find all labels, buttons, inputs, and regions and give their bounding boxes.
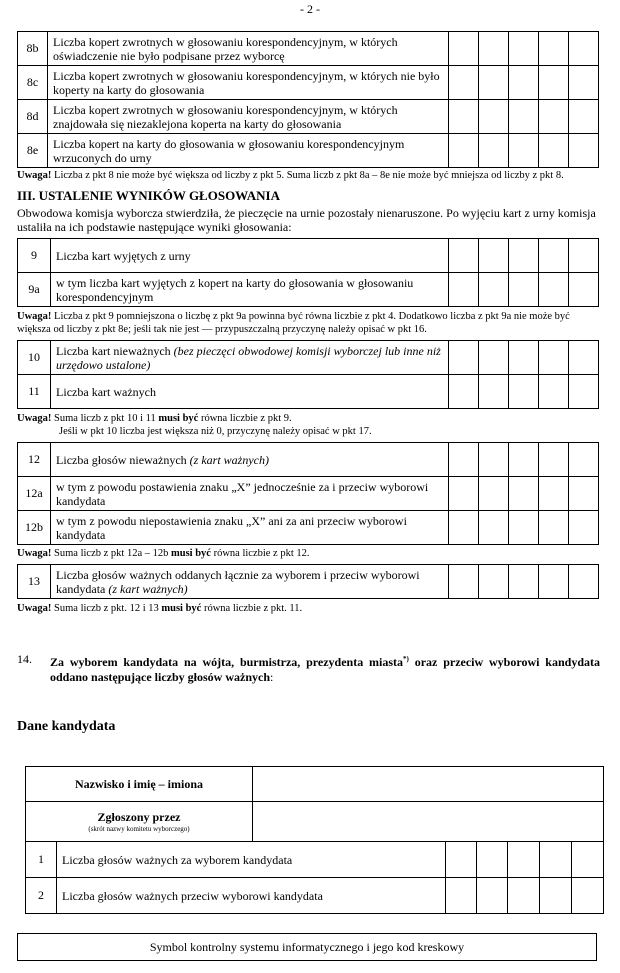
digit-box[interactable] bbox=[478, 273, 508, 307]
digit-box[interactable] bbox=[538, 511, 568, 545]
digit-box[interactable] bbox=[568, 375, 598, 409]
digit-box[interactable] bbox=[478, 134, 508, 168]
digit-box[interactable] bbox=[448, 443, 478, 477]
row-number: 8d bbox=[18, 100, 48, 134]
row-votes-against bbox=[26, 878, 604, 914]
digit-box[interactable] bbox=[540, 878, 572, 914]
row-label: Liczba kopert zwrotnych w głosowaniu korespondencyjnym, w których oświadczenie nie było podpisane przez wyborcę bbox=[48, 32, 449, 66]
item-text: Za wyborem kandydata na wójta, burmistrza, prezydenta miasta bbox=[50, 655, 404, 669]
digit-box[interactable] bbox=[508, 100, 538, 134]
digit-box[interactable] bbox=[568, 477, 598, 511]
row-number: 13 bbox=[18, 565, 51, 599]
digit-box[interactable] bbox=[568, 341, 598, 375]
note-prefix: Uwaga! bbox=[17, 548, 52, 559]
row-9 bbox=[18, 239, 599, 273]
submitted-label: Zgłoszony przez bbox=[97, 810, 181, 824]
digit-box[interactable] bbox=[538, 32, 568, 66]
digit-box[interactable] bbox=[477, 878, 508, 914]
row-label: Liczba kopert zwrotnych w głosowaniu korespondencyjnym, w których znajdowała się niezaklejona koperta na karty do głosowania bbox=[48, 100, 449, 134]
digit-box[interactable] bbox=[478, 565, 508, 599]
note-1 bbox=[17, 169, 607, 182]
note-text: Suma liczb z pkt. 12 i 13 bbox=[51, 603, 162, 614]
digit-box[interactable] bbox=[508, 477, 538, 511]
row-number: 9 bbox=[18, 239, 51, 273]
row-number: 1 bbox=[26, 842, 57, 878]
digit-box[interactable] bbox=[508, 375, 538, 409]
note-text: równa liczbie z pkt. 11. bbox=[201, 603, 303, 614]
digit-box[interactable] bbox=[448, 477, 478, 511]
digit-box[interactable] bbox=[538, 66, 568, 100]
row-8c bbox=[18, 66, 599, 100]
note-prefix: Uwaga! bbox=[17, 311, 52, 322]
digit-box[interactable] bbox=[478, 375, 508, 409]
note-emphasis: musi być bbox=[170, 548, 211, 559]
name-label: Nazwisko i imię – imiona bbox=[26, 767, 253, 802]
row-number: 8e bbox=[18, 134, 48, 168]
digit-box[interactable] bbox=[446, 878, 477, 914]
row-9a bbox=[18, 273, 599, 307]
row-number: 12a bbox=[18, 477, 51, 511]
note-text: równa liczbie z pkt 9. bbox=[198, 413, 292, 424]
note-2 bbox=[17, 310, 601, 336]
note-3 bbox=[17, 412, 601, 438]
note-text: Liczba z pkt 9 pomniejszona o liczbę z pkt 9a powinna być równa liczbie z pkt 4. Dodatkowo liczba z pkt 9a nie może być większa od liczby z pkt 8e; jeśli tak nie jest — przypuszczalną przyczynę należy opisać w pkt 16. bbox=[17, 311, 570, 335]
note-emphasis: musi być bbox=[158, 413, 199, 424]
item-text: oraz przeciw wyborowi kandydata oddano następujące liczby głosów ważnych bbox=[50, 655, 600, 684]
label-italic: (z kart ważnych) bbox=[189, 452, 269, 467]
digit-box[interactable] bbox=[538, 341, 568, 375]
digit-box[interactable] bbox=[508, 66, 538, 100]
digit-box[interactable] bbox=[508, 134, 538, 168]
digit-box[interactable] bbox=[538, 239, 568, 273]
row-12b bbox=[18, 511, 599, 545]
note-prefix: Uwaga! bbox=[17, 413, 52, 424]
row-8d bbox=[18, 100, 599, 134]
digit-box[interactable] bbox=[478, 511, 508, 545]
row-label: Liczba kopert zwrotnych w głosowaniu korespondencyjnym, w których nie było koperty na karty do głosowania bbox=[48, 66, 449, 100]
note-text: Suma liczb z pkt 12a – 12b bbox=[51, 548, 171, 559]
submitted-cell bbox=[26, 802, 253, 842]
note-prefix: Uwaga! bbox=[17, 170, 52, 181]
row-label: Liczba głosów ważnych przeciw wyborowi kandydata bbox=[57, 878, 446, 914]
digit-box[interactable] bbox=[538, 565, 568, 599]
table-candidate bbox=[25, 766, 604, 914]
row-number: 12b bbox=[18, 511, 51, 545]
label-italic: (bez pieczęci obwodowej komisji wyborczej lub inne niż urzędowo ustalone) bbox=[56, 343, 441, 372]
row-label: Liczba kopert na karty do głosowania w głosowaniu korespondencyjnym wrzuconych do urny bbox=[48, 134, 449, 168]
note-text: równa liczbie z pkt 12. bbox=[210, 548, 310, 559]
digit-box[interactable] bbox=[508, 239, 538, 273]
digit-box[interactable] bbox=[448, 66, 478, 100]
row-number: 10 bbox=[18, 341, 51, 375]
row-label: w tym z powodu postawienia znaku „X” jednocześnie za i przeciw wyborowi kandydata bbox=[51, 477, 449, 511]
digit-box[interactable] bbox=[568, 443, 598, 477]
row-number: 11 bbox=[18, 375, 51, 409]
digit-box[interactable] bbox=[448, 375, 478, 409]
digit-box[interactable] bbox=[478, 32, 508, 66]
candidate-heading: Dane kandydata bbox=[17, 719, 116, 734]
digit-box[interactable] bbox=[572, 842, 604, 878]
digit-box[interactable] bbox=[538, 273, 568, 307]
digit-box[interactable] bbox=[448, 511, 478, 545]
digit-box[interactable] bbox=[508, 443, 538, 477]
digit-box[interactable] bbox=[538, 100, 568, 134]
digit-box[interactable] bbox=[446, 842, 477, 878]
digit-box[interactable] bbox=[448, 134, 478, 168]
footnote-mark: *) bbox=[403, 655, 409, 663]
digit-box[interactable] bbox=[568, 32, 598, 66]
digit-box[interactable] bbox=[538, 443, 568, 477]
digit-box[interactable] bbox=[538, 477, 568, 511]
submitted-sublabel: (skrót nazwy komitetu wyborczego) bbox=[88, 825, 190, 833]
row-number: 8c bbox=[18, 66, 48, 100]
note-5 bbox=[17, 602, 601, 615]
digit-box[interactable] bbox=[508, 273, 538, 307]
note-text: Jeśli w pkt 10 liczba jest większa niż 0, przyczynę należy opisać w pkt 17. bbox=[59, 426, 372, 437]
row-candidate-name bbox=[26, 767, 604, 802]
digit-box[interactable] bbox=[508, 511, 538, 545]
digit-box[interactable] bbox=[508, 341, 538, 375]
table-valid-votes bbox=[17, 564, 599, 599]
item-colon: : bbox=[270, 670, 274, 684]
digit-box[interactable] bbox=[448, 100, 478, 134]
digit-box[interactable] bbox=[568, 239, 598, 273]
row-8e bbox=[18, 134, 599, 168]
digit-box[interactable] bbox=[478, 341, 508, 375]
digit-box[interactable] bbox=[508, 878, 540, 914]
table-cards-validity bbox=[17, 340, 599, 409]
digit-box[interactable] bbox=[568, 565, 598, 599]
digit-box[interactable] bbox=[538, 134, 568, 168]
label-italic: (z kart ważnych) bbox=[108, 581, 188, 596]
row-label: Liczba kart ważnych bbox=[51, 375, 449, 409]
item-14-number: 14. bbox=[17, 652, 32, 666]
page-number: - 2 - bbox=[300, 2, 320, 16]
digit-box[interactable] bbox=[478, 100, 508, 134]
digit-box[interactable] bbox=[478, 477, 508, 511]
section-title: III. USTALENIE WYNIKÓW GŁOSOWANIA bbox=[17, 188, 280, 203]
note-emphasis: musi być bbox=[161, 603, 202, 614]
digit-box[interactable] bbox=[568, 273, 598, 307]
row-label bbox=[51, 443, 449, 477]
row-12a bbox=[18, 477, 599, 511]
digit-box[interactable] bbox=[568, 66, 598, 100]
row-label bbox=[51, 341, 449, 375]
row-number: 12 bbox=[18, 443, 51, 477]
digit-box[interactable] bbox=[568, 134, 598, 168]
digit-box[interactable] bbox=[478, 239, 508, 273]
row-10 bbox=[18, 341, 599, 375]
label-text: Liczba głosów nieważnych bbox=[56, 452, 190, 467]
note-prefix: Uwaga! bbox=[17, 603, 52, 614]
row-votes-for bbox=[26, 842, 604, 878]
digit-box[interactable] bbox=[568, 100, 598, 134]
digit-box[interactable] bbox=[508, 32, 538, 66]
digit-box[interactable] bbox=[568, 511, 598, 545]
row-number: 2 bbox=[26, 878, 57, 914]
row-number: 9a bbox=[18, 273, 51, 307]
row-11 bbox=[18, 375, 599, 409]
row-13 bbox=[18, 565, 599, 599]
name-field[interactable] bbox=[253, 767, 604, 802]
digit-box[interactable] bbox=[448, 565, 478, 599]
row-label: Liczba głosów ważnych za wyborem kandydata bbox=[57, 842, 446, 878]
table-postal-envelopes bbox=[17, 31, 599, 168]
digit-box[interactable] bbox=[478, 443, 508, 477]
row-label: w tym z powodu niepostawienia znaku „X” ani za ani przeciw wyborowi kandydata bbox=[51, 511, 449, 545]
digit-box[interactable] bbox=[448, 32, 478, 66]
row-submitted-by bbox=[26, 802, 604, 842]
note-text: Suma liczb z pkt 10 i 11 bbox=[51, 413, 159, 424]
digit-box[interactable] bbox=[538, 375, 568, 409]
control-symbol-label: Symbol kontrolny systemu informatycznego i jego kod kreskowy bbox=[149, 940, 465, 954]
item-14-text bbox=[50, 652, 600, 685]
digit-box[interactable] bbox=[572, 878, 604, 914]
digit-box[interactable] bbox=[540, 842, 572, 878]
section-intro: Obwodowa komisja wyborcza stwierdziła, że pieczęcie na urnie pozostały nienaruszone. Po wyjęciu kart z urny komisja ustaliła na ich podstawie następujące wyniki głosowania: bbox=[17, 206, 596, 234]
row-8b bbox=[18, 32, 599, 66]
row-number: 8b bbox=[18, 32, 48, 66]
digit-box[interactable] bbox=[508, 842, 540, 878]
digit-box[interactable] bbox=[448, 239, 478, 273]
row-label: w tym liczba kart wyjętych z kopert na karty do głosowania w głosowaniu korespondencyjnym bbox=[51, 273, 449, 307]
label-text: Liczba głosów ważnych oddanych łącznie za wyborem i przeciw wyborowi kandydata bbox=[56, 567, 420, 596]
row-12 bbox=[18, 443, 599, 477]
row-label: Liczba kart wyjętych z urny bbox=[51, 239, 449, 273]
digit-box[interactable] bbox=[477, 842, 508, 878]
digit-box[interactable] bbox=[448, 273, 478, 307]
row-label bbox=[51, 565, 449, 599]
note-text: Liczba z pkt 8 nie może być większa od liczby z pkt 5. Suma liczb z pkt 8a – 8e nie może być mniejsza od liczby z pkt 8. bbox=[51, 170, 564, 181]
table-invalid-votes bbox=[17, 442, 599, 545]
table-ballots-from-urn bbox=[17, 238, 599, 307]
control-symbol-box bbox=[17, 933, 597, 961]
note-4 bbox=[17, 547, 601, 560]
digit-box[interactable] bbox=[448, 341, 478, 375]
digit-box[interactable] bbox=[508, 565, 538, 599]
submitted-field[interactable] bbox=[253, 802, 604, 842]
digit-box[interactable] bbox=[478, 66, 508, 100]
label-text: Liczba kart nieważnych bbox=[56, 343, 174, 358]
